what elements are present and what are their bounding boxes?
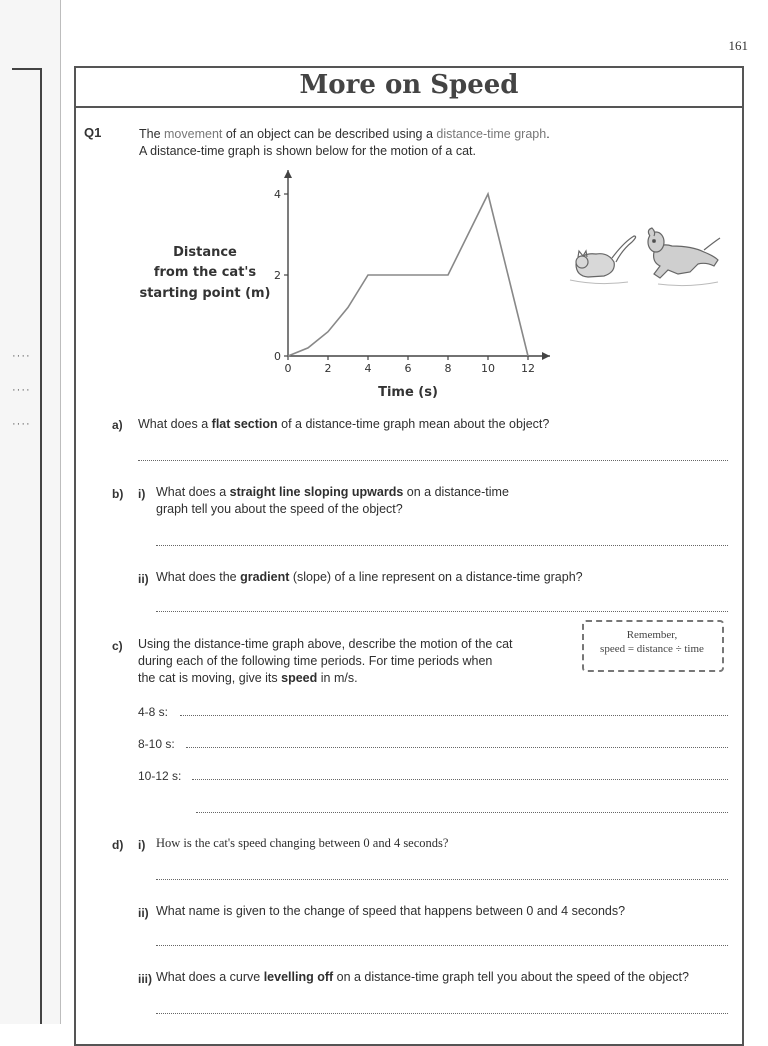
motion-lines [570,280,718,286]
part-b-i-text-pre: What does a [156,485,230,499]
y-axis-arrow [284,170,292,178]
axes [284,170,550,360]
part-b-ii-text-post: (slope) of a line represent on a distance-time graph? [289,570,583,584]
x-tick-label: 8 [444,362,452,375]
previous-page-dots: ···· [12,350,31,362]
y-axis-label [139,245,270,301]
part-d-iii-text-pre: What does a curve [156,970,264,984]
answer-line-a[interactable] [138,460,728,461]
previous-page-dots: ···· [12,384,31,396]
part-a-bold: flat section [211,417,278,431]
answer-line-b-i[interactable] [156,545,728,546]
answer-line-10-12[interactable] [192,779,728,780]
part-d-label: d) [112,838,124,852]
remember-line-1: Remember, [626,629,678,641]
part-c-line-3-bold: speed [281,671,318,685]
y-tick-label: 2 [274,269,281,282]
page-title: More on Speed [299,70,519,100]
intro-mid: of an object can be described using a [222,127,437,141]
previous-page-rule [40,108,42,1024]
answer-line-d-ii[interactable] [156,945,728,946]
remember-tip-box [582,620,722,670]
question-intro [139,126,699,160]
previous-page-dots: ···· [12,418,31,430]
part-d-i-label: i) [138,838,146,852]
intro-suffix: . [546,127,550,141]
part-b-i-bold: straight line sloping upwards [229,485,404,499]
page-number: 161 [728,38,748,53]
y-tick-label: 0 [274,350,281,363]
x-tick-label: 4 [364,362,372,375]
part-b-ii-question [156,569,726,586]
term-distance-time-graph: distance-time graph [436,127,547,141]
distance-time-graph [130,168,570,408]
x-tick-label: 12 [521,362,535,375]
cat-and-dog-illustration [568,222,728,294]
x-axis-label: Time (s) [378,385,438,400]
y-axis-label-line: from the cat's [153,265,257,280]
part-b-ii-label: ii) [138,572,149,586]
part-a-question [138,416,728,433]
intro-prefix: The [139,127,165,141]
dog-icon [648,228,720,278]
period-label-8-10: 8-10 s: [138,737,175,751]
answer-line-b-ii[interactable] [156,611,728,612]
x-tick-label: 0 [284,362,292,375]
answer-line-d-iii[interactable] [156,1013,728,1014]
y-ticks [274,188,288,363]
x-tick-label: 2 [324,362,332,375]
part-d-i-question: How is the cat's speed changing between 0 and 4 seconds? [156,836,449,850]
period-label-10-12: 10-12 s: [138,769,182,783]
part-b-ii-bold: gradient [240,570,290,584]
y-axis-label-line: Distance [173,245,237,260]
part-c-line-3-post: in m/s. [317,671,358,685]
x-axis-arrow [542,352,550,360]
period-label-4-8: 4-8 s: [138,705,169,719]
answer-line-8-10[interactable] [186,747,728,748]
part-d-ii-label: ii) [138,906,149,920]
previous-page-edge [0,0,61,1024]
intro-line-2: A distance-time graph is shown below for the motion of a cat. [139,144,476,158]
cat-distance-line [288,194,528,356]
part-d-iii-bold: levelling off [263,970,334,984]
part-b-i-text-post: on a distance-time [403,485,509,499]
answer-line-4-8[interactable] [180,715,728,716]
part-d-ii-question: What name is given to the change of speed that happens between 0 and 4 seconds? [156,904,626,918]
remember-line-2: speed = distance ÷ time [600,643,704,655]
part-c-line-2: during each of the following time periods. For time periods when [138,654,493,668]
x-ticks [285,356,536,375]
part-a-label: a) [112,418,123,432]
part-a-text-pre: What does a [138,417,212,431]
question-label: Q1 [84,125,102,140]
y-tick-label: 4 [274,188,281,201]
part-c-question [138,636,578,687]
part-b-i-line-2: graph tell you about the speed of the object? [156,502,403,516]
part-b-i-label: i) [138,487,146,501]
part-a-text-post: of a distance-time graph mean about the object? [277,417,550,431]
answer-line-d-i[interactable] [156,879,728,880]
part-c-line-1: Using the distance-time graph above, describe the motion of the cat [138,637,513,651]
part-c-line-3-pre: the cat is moving, give its [138,671,282,685]
part-b-label: b) [112,487,124,501]
part-d-iii-text-post: on a distance-time graph tell you about the speed of the object? [333,970,689,984]
y-axis-label-line: starting point (m) [139,286,271,301]
part-d-iii-label: iii) [138,972,152,986]
x-tick-label: 6 [404,362,412,375]
previous-page-box [12,68,42,110]
part-b-i-question [156,484,716,518]
part-c-label: c) [112,639,123,653]
part-d-iii-question [156,969,741,986]
part-b-ii-text-pre: What does the [156,570,241,584]
cat-icon [576,236,636,277]
x-tick-label: 10 [481,362,495,375]
term-movement: movement [164,127,223,141]
answer-line-10-12-continued[interactable] [196,812,728,813]
